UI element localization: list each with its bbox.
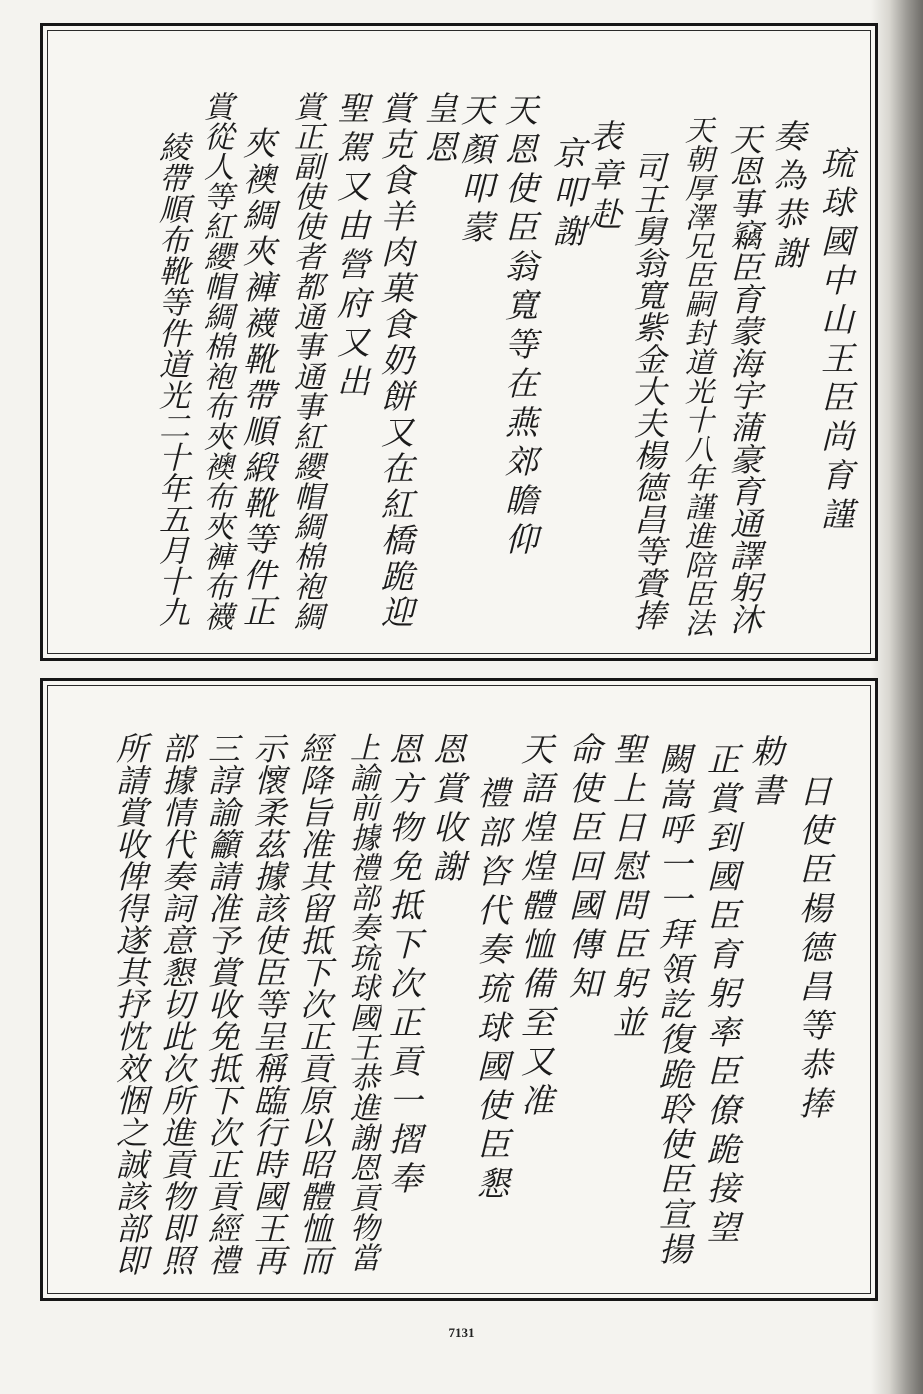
top-text-columns (48, 31, 870, 653)
bottom-column-15: 部據情代奏詞意懇切此次所進貢物即照 (157, 732, 195, 1276)
bottom-column-3: 正賞到國臣育躬率臣僚跪接望 (702, 742, 741, 1249)
top-panel-inner-border (47, 30, 871, 654)
top-column-13: 賞正副使使者都通事通事紅纓帽綢棉袍綢 (288, 91, 323, 631)
top-column-11: 賞克食羊肉菓食奶餅又在紅橋跪迎 (376, 91, 415, 631)
top-column-14: 夾襖綢夾褲襪靴帶順緞靴等件正 (238, 126, 277, 630)
top-column-15: 賞從人等紅纓帽綢棉袍布夾襖布夾褲布襪 (198, 91, 233, 631)
bottom-text-columns (48, 686, 870, 1293)
top-column-16: 綾帶順布靴等件道光二十年五月十九 (153, 131, 189, 627)
bottom-column-4: 闕嵩呼一一拜領訖復跪聆使臣宣揚 (654, 742, 693, 1267)
bottom-column-12: 經降旨准其留抵下次正貢原以昭體恤而 (295, 732, 333, 1276)
top-column-12: 聖駕又由營府又出 (332, 91, 371, 403)
top-column-8: 天恩使臣翁寬等在燕郊瞻仰 (500, 93, 539, 561)
book-binding-shadow (871, 0, 923, 1394)
bottom-column-10: 恩方物免抵下次正貢一摺奉 (384, 732, 423, 1200)
top-column-2: 奏為恭謝 (768, 119, 807, 275)
top-document-panel (40, 23, 878, 661)
bottom-column-6: 命使臣回國傳知 (564, 732, 603, 1005)
top-column-1: 琉球國中山王臣尚育謹 (816, 146, 855, 536)
top-column-10: 皇恩 (420, 91, 459, 169)
top-column-3: 天恩事竊臣育蒙海宇蒲豪育通譯躬沐 (725, 123, 763, 635)
top-column-6: 表章赴 (584, 119, 623, 236)
bottom-column-5: 聖上日慰問臣躬並 (608, 732, 647, 1044)
top-column-4: 天朝厚澤兄臣嗣封道光十八年謹進陪臣法 (681, 115, 715, 637)
bottom-column-13: 示懷柔茲據該使臣等呈稱臨行時國王再 (249, 732, 287, 1276)
bottom-column-11: 上諭前據禮部奏琉球國王恭進謝恩貢物當 (344, 732, 379, 1272)
bottom-document-panel (40, 678, 878, 1301)
bottom-column-9: 恩賞收謝 (428, 732, 467, 888)
bottom-column-7: 天語煌煌體恤備至又准 (516, 732, 555, 1122)
bottom-panel-inner-border (47, 685, 871, 1294)
top-column-7: 京叩謝 (548, 136, 587, 253)
bottom-column-8: 禮部咨代奏琉球國使臣懇 (472, 776, 511, 1205)
bottom-column-2: 勅書 (746, 734, 785, 812)
page-number: 7131 (448, 1325, 475, 1340)
bottom-column-14: 三諄諭籲請准予賞收免抵下次正貢經禮 (203, 732, 241, 1276)
bottom-column-1: 日使臣楊德昌等恭捧 (794, 774, 833, 1125)
bottom-column-16: 所請賞收俾得遂其抒忱效悃之誠該部即 (111, 732, 149, 1276)
top-column-9: 天顏叩蒙 (456, 93, 495, 249)
top-column-5: 司王舅翁寬紫金大夫楊德昌等賫捧 (629, 151, 667, 631)
